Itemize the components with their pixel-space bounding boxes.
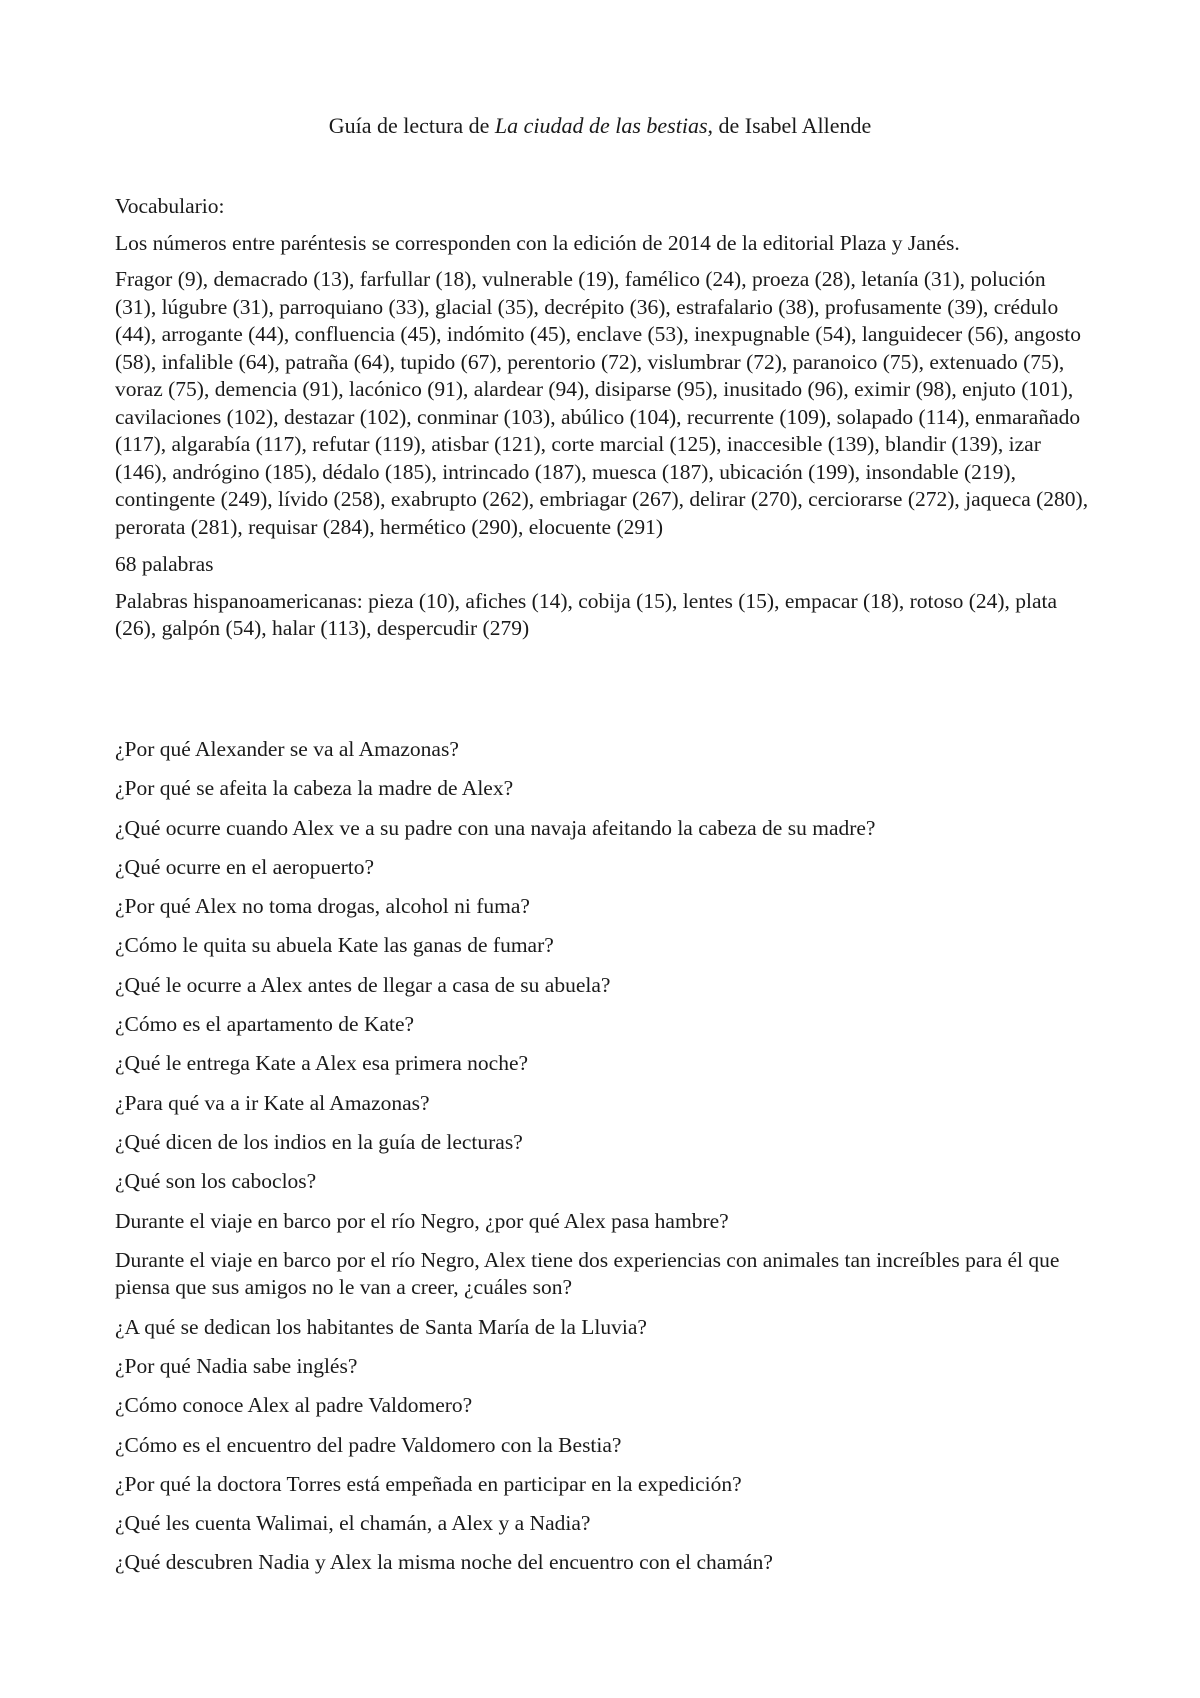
question-item: ¿Cómo es el encuentro del padre Valdomero con la Bestia? [115,1432,622,1457]
question-item: ¿A qué se dedican los habitantes de Santa María de la Lluvia? [115,1314,647,1339]
vocabulary-section [115,193,1090,654]
title-suffix: , de Isabel Allende [707,113,872,138]
hispanoamerican-words: Palabras hispanoamericanas: pieza (10), afiches (14), cobija (15), lentes (15), empacar (18), rotoso (24), plata (26), galpón (54), halar (113), despercudir (279) [115,588,1058,640]
question-item: ¿Qué son los caboclos? [115,1169,317,1194]
questions-list [115,736,1090,1589]
question-item: ¿Por qué Nadia sabe inglés? [115,1353,358,1378]
vocabulary-heading: Vocabulario: [115,194,225,218]
question-item: ¿Qué le entrega Kate a Alex esa primera noche? [115,1051,529,1076]
vocabulary-word-list: Fragor (9), demacrado (13), farfullar (18), vulnerable (19), famélico (24), proeza (28), letanía (31), polución (31), lúgubre (31), parroquiano (33), glacial (35), decrépito (36), estrafalario (38), profusamente (39), crédulo (44), arrogante (44), confluencia (45), indómito (45), enclave (53), inexpugnable (54), languidecer (56), angosto (58), infalible (64), patraña (64), tupido (67), perentorio (72), vislumbrar (72), paranoico (75), extenuado (75), voraz (75), demencia (91), lacónico (91), alardear (94), disiparse (95), inusitado (96), eximir (98), enjuto (101), cavilaciones (102), destazar (102), conminar (103), abúlico (104), recurrente (109), solapado (114), enmarañado (117), algarabía (117), refutar (119), atisbar (121), corte marcial (125), inaccesible (139), blandir (139), izar (146), andrógino (185), dédalo (185), intrincado (187), muesca (187), ubicación (199), insondable (219), contingente (249), lívido (258), exabrupto (262), embriagar (267), delirar (270), cerciorarse (272), jaqueca (280), perorata (281), requisar (284), hermético (290), elocuente (291) [115,267,1089,539]
question-item: Durante el viaje en barco por el río Negro, ¿por qué Alex pasa hambre? [115,1208,729,1233]
question-item: ¿Qué descubren Nadia y Alex la misma noche del encuentro con el chamán? [115,1550,773,1575]
title-prefix: Guía de lectura de [328,113,495,138]
question-item: ¿Qué le ocurre a Alex antes de llegar a casa de su abuela? [115,972,611,997]
question-item: ¿Cómo le quita su abuela Kate las ganas de fumar? [115,933,554,958]
book-title: La ciudad de las bestias [494,113,708,138]
question-item: Durante el viaje en barco por el río Negro, Alex tiene dos experiencias con animales tan increíbles para él que piensa que sus amigos no le van a creer, ¿cuáles son? [115,1247,1060,1300]
question-item: ¿Por qué Alexander se va al Amazonas? [115,737,459,761]
document-title [0,112,1200,140]
question-item: ¿Para qué va a ir Kate al Amazonas? [115,1090,430,1115]
question-item: ¿Por qué Alex no toma drogas, alcohol ni fuma? [115,894,530,919]
question-item: ¿Qué dicen de los indios en la guía de lecturas? [115,1129,523,1154]
edition-note: Los números entre paréntesis se corresponden con la edición de 2014 de la editorial Plaza y Janés. [115,230,960,255]
question-item: ¿Qué ocurre cuando Alex ve a su padre con una navaja afeitando la cabeza de su madre? [115,815,876,840]
question-item: ¿Por qué se afeita la cabeza la madre de Alex? [115,776,514,801]
question-item: ¿Cómo conoce Alex al padre Valdomero? [115,1393,473,1418]
question-item: ¿Por qué la doctora Torres está empeñada en participar en la expedición? [115,1471,742,1496]
question-item: ¿Qué ocurre en el aeropuerto? [115,854,375,879]
question-item: ¿Cómo es el apartamento de Kate? [115,1012,415,1037]
word-count: 68 palabras [115,552,214,576]
question-item: ¿Qué les cuenta Walimai, el chamán, a Alex y a Nadia? [115,1511,591,1536]
